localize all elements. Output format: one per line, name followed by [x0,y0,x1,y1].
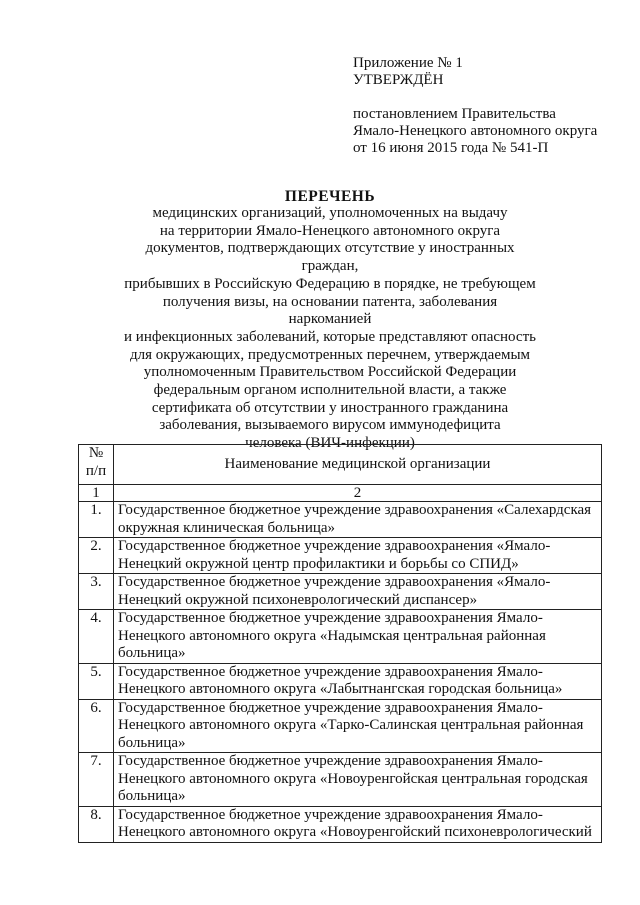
approval-gap [353,89,613,106]
organization-name [114,538,602,574]
row-number: 8. [79,806,114,842]
organization-name [114,502,602,538]
table-row [79,663,602,699]
subtitle-line: медицинских организаций, уполномоченных на выдачу [152,205,508,221]
row-number: 6. [79,699,114,753]
row-number: 5. [79,663,114,699]
subtitle-line: прибывших в Российскую Федерацию в порядке, не требующем [124,275,536,292]
document-title: ПЕРЕЧЕНЬ [284,188,376,205]
organization-name-line: Государственное бюджетное учреждение здравоохранения «Ямало- [118,538,551,554]
subtitle-line: человека (ВИЧ-инфекции) [245,435,415,452]
row-number: 3. [79,574,114,610]
organization-name-line: Государственное бюджетное учреждение здравоохранения Ямало- [118,753,543,769]
organization-name [114,610,602,664]
subtitle-line: уполномоченным Правительством Российской Федерации [143,364,517,381]
subtitle-line: заболевания, вызываемого вирусом иммунодефицита [159,417,501,434]
resolution-line: от 16 июня 2015 года № 541-П [353,140,549,156]
organization-name-line: Ненецкого автономного округа «Новоуренгойская центральная городская [118,770,588,787]
approved-label: УТВЕРЖДЁН [353,72,444,88]
organization-name-line: Государственное бюджетное учреждение здравоохранения Ямало- [118,663,543,680]
organization-name-line: Ненецкого автономного округа «Лабытнангская городская больница» [118,681,563,697]
organization-name-line: Ненецкого автономного округа «Новоуренгойский психоневрологический [118,824,592,840]
column-index-2: 2 [114,485,602,502]
appendix-label: Приложение № 1 [353,55,463,71]
subtitle-line: получения визы, на основании патента, заболевания наркоманией [162,293,498,328]
organization-name-line: Ненецкий окружной центр профилактики и борьбы со СПИД» [118,555,519,572]
organization-name [114,753,602,807]
subtitle-line: документов, подтверждающих отсутствие у иностранных граждан, [145,240,515,275]
subtitle-line: и инфекционных заболеваний, которые представляют опасность [124,328,536,345]
header-name-cell: Наименование медицинской организации [114,445,602,485]
row-number: 7. [79,753,114,807]
header-num-cell [79,445,114,485]
approval-block [353,55,613,157]
organization-name-line: больница» [118,734,186,751]
table-row [79,806,602,842]
row-number: 1. [79,502,114,538]
table-header-row [79,445,602,485]
header-num-abbrev: п/п [85,462,107,479]
column-index-row [79,485,602,502]
organizations-table [78,444,602,843]
organization-name [114,806,602,842]
organization-name [114,663,602,699]
row-number: 4. [79,610,114,664]
organization-name-line: Государственное бюджетное учреждение здравоохранения Ямало- [118,610,543,626]
table-row [79,610,602,664]
organization-name-line: Ненецкий окружной психоневрологический диспансер» [118,591,478,608]
subtitle-line: для окружающих, предусмотренных перечнем, утверждаемым [129,346,531,363]
resolution-line: Ямало-Ненецкого автономного округа [353,123,598,139]
table-row [79,502,602,538]
table-row [79,753,602,807]
resolution-line: постановлением Правительства [353,106,556,122]
row-number: 2. [79,538,114,574]
organization-name-line: Государственное бюджетное учреждение здравоохранения Ямало- [118,806,543,823]
organization-name-line: больница» [118,645,186,661]
subtitle-line: на территории Ямало-Ненецкого автономного округа [159,222,501,239]
organization-name-line: Государственное бюджетное учреждение здравоохранения Ямало- [118,699,543,716]
table-row [79,574,602,610]
table-row [79,538,602,574]
organization-name-line: окружная клиническая больница» [118,519,336,536]
document-subtitle [120,205,540,453]
organization-name-line: Государственное бюджетное учреждение здравоохранения «Салехардская [118,502,592,518]
title-block [120,188,540,453]
table-row [79,699,602,753]
organization-name-line: Государственное бюджетное учреждение здравоохранения «Ямало- [118,574,551,590]
subtitle-line: сертификата об отсутствии у иностранного гражданина [151,399,509,416]
subtitle-line: федеральным органом исполнительной власти, а также [153,382,507,399]
column-index-1: 1 [79,485,114,502]
organization-name-line: Ненецкого автономного округа «Тарко-Салинская центральная районная [118,717,584,733]
organization-name-line: больница» [118,788,186,804]
organization-name [114,574,602,610]
organization-name-line: Ненецкого автономного округа «Надымская центральная районная [118,627,546,644]
organization-name [114,699,602,753]
header-num-symbol: № [88,445,104,461]
